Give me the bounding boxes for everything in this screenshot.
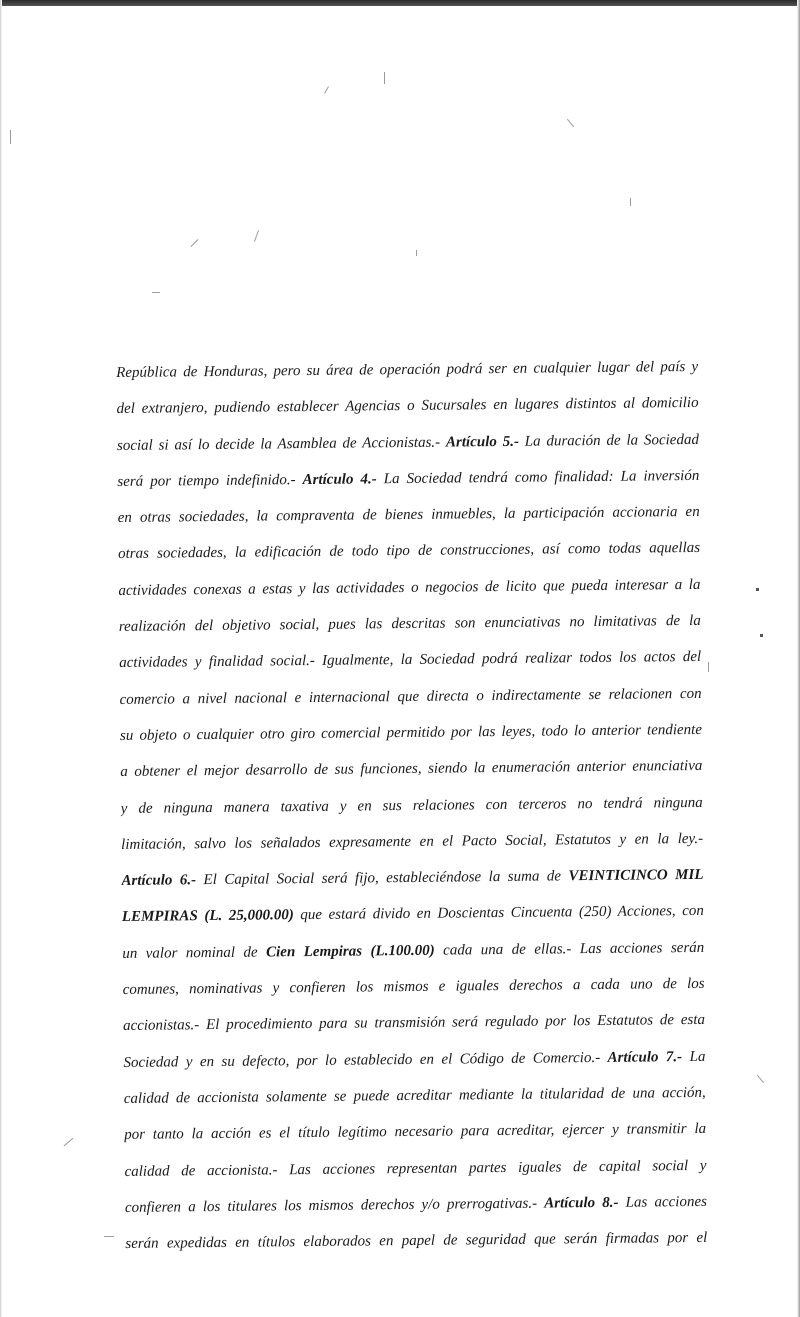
nominal-value: Cien Lempiras (L.100.00) — [266, 942, 435, 961]
scan-mark — [757, 1075, 764, 1083]
text-line: limitación, salvo los señalados expresamente en el Pacto Social, Estatutos y en la ley.- — [121, 830, 704, 853]
article-heading: Artículo 6.- — [121, 872, 197, 890]
text-line: calidad de accionista.- Las acciones representan partes iguales de capital social y — [124, 1157, 707, 1180]
text-line: realización del objetivo social, pues las descritas son enunciativas no limitativas de la — [118, 612, 701, 636]
text-line: comercio a nivel nacional e internacional que directa o indirectamente se relacionen con — [119, 685, 702, 708]
text-line: LEMPIRAS (L. 25,000.00) que estará divido en Doscientas Cincuenta (250) Acciones, con — [121, 903, 704, 926]
scan-mark — [760, 634, 763, 637]
capital-amount: VEINTICINCO MIL — [568, 867, 704, 885]
scan-mark — [10, 130, 11, 144]
text-line: a obtener el mejor desarrollo de sus funciones, siendo la enumeración anterior enunciativa — [120, 758, 703, 781]
text-line: un valor nominal de Cien Lempiras (L.100.00) cada una de ellas.- Las acciones serán — [122, 939, 705, 962]
text-line: por tanto la acción es el título legítimo necesario para acreditar, ejercer y transmitir la — [124, 1121, 707, 1144]
text-line: serán expedidas en títulos elaborados en papel de seguridad que serán firmadas por el — [125, 1229, 708, 1253]
text-line: en otras sociedades, la compraventa de bienes inmuebles, la participación accionaria en — [117, 504, 700, 527]
text-line: actividades conexas a estas y las actividades o negocios de licito que pueda interesar a la — [118, 576, 701, 599]
text-line: Artículo 6.- El Capital Social será fijo, estableciéndose la suma de VEINTICINCO MIL — [121, 867, 704, 890]
text-line: calidad de accionista solamente se puede acreditar mediante la titularidad de una acción, — [123, 1084, 706, 1107]
page-top-rule — [0, 0, 800, 6]
scan-mark — [630, 198, 631, 206]
page-left-edge — [0, 0, 2, 1317]
scan-mark — [104, 1236, 114, 1237]
text-line: otras sociedades, la edificación de todo tipo de construcciones, así como todas aquellas — [118, 540, 701, 563]
scan-mark — [384, 72, 385, 84]
scan-mark — [64, 1138, 74, 1146]
article-heading: Artículo 4.- — [302, 471, 377, 488]
text-line: Sociedad y en su defecto, por lo establecido en el Código de Comercio.- Artículo 7.- La — [123, 1048, 706, 1071]
text-line: República de Honduras, pero su área de operación podrá ser en cualquier lugar del país y — [116, 358, 699, 381]
text-line: del extranjero, pudiendo establecer Agencias o Sucursales en lugares distintos al domicilio — [116, 395, 699, 418]
article-heading: Artículo 8.- — [544, 1194, 619, 1212]
scan-mark — [567, 119, 574, 127]
text-line: comunes, nominativas y confieren los mismos e iguales derechos a cada uno de los — [122, 975, 705, 999]
text-line: accionistas.- El procedimiento para su transmisión será regulado por los Estatutos de esta — [122, 1012, 706, 1035]
scan-mark — [416, 250, 417, 256]
text-line: será por tiempo indefinido.- Artículo 4.- La Sociedad tendrá como finalidad: La inversión — [117, 467, 700, 490]
scan-mark — [152, 292, 160, 293]
text-line: su objeto o cualquier otro giro comercial permitido por las leyes, todo lo anterior tendiente — [119, 721, 703, 744]
capital-amount: LEMPIRAS (L. 25,000.00) — [121, 907, 294, 926]
article-heading: Artículo 7.- — [607, 1048, 683, 1066]
scan-mark — [324, 86, 329, 93]
scan-mark — [756, 588, 759, 591]
text-line: social si así lo decide la Asamblea de Accionistas.- Artículo 5.- La duración de la Sociedad — [116, 431, 700, 454]
text-line: actividades y finalidad social.- Igualmente, la Sociedad podrá realizar todos los actos del — [119, 649, 702, 672]
scan-mark — [191, 239, 199, 247]
scan-mark — [708, 662, 709, 672]
text-line: confieren a los titulares los mismos derechos y/o prerrogativas.- Artículo 8.- Las acciones — [124, 1193, 707, 1216]
text-line: y de ninguna manera taxativa y en sus relaciones con terceros no tendrá ninguna — [120, 794, 703, 817]
scan-mark — [254, 230, 259, 242]
document-body — [116, 349, 707, 1262]
article-heading: Artículo 5.- — [445, 433, 519, 451]
